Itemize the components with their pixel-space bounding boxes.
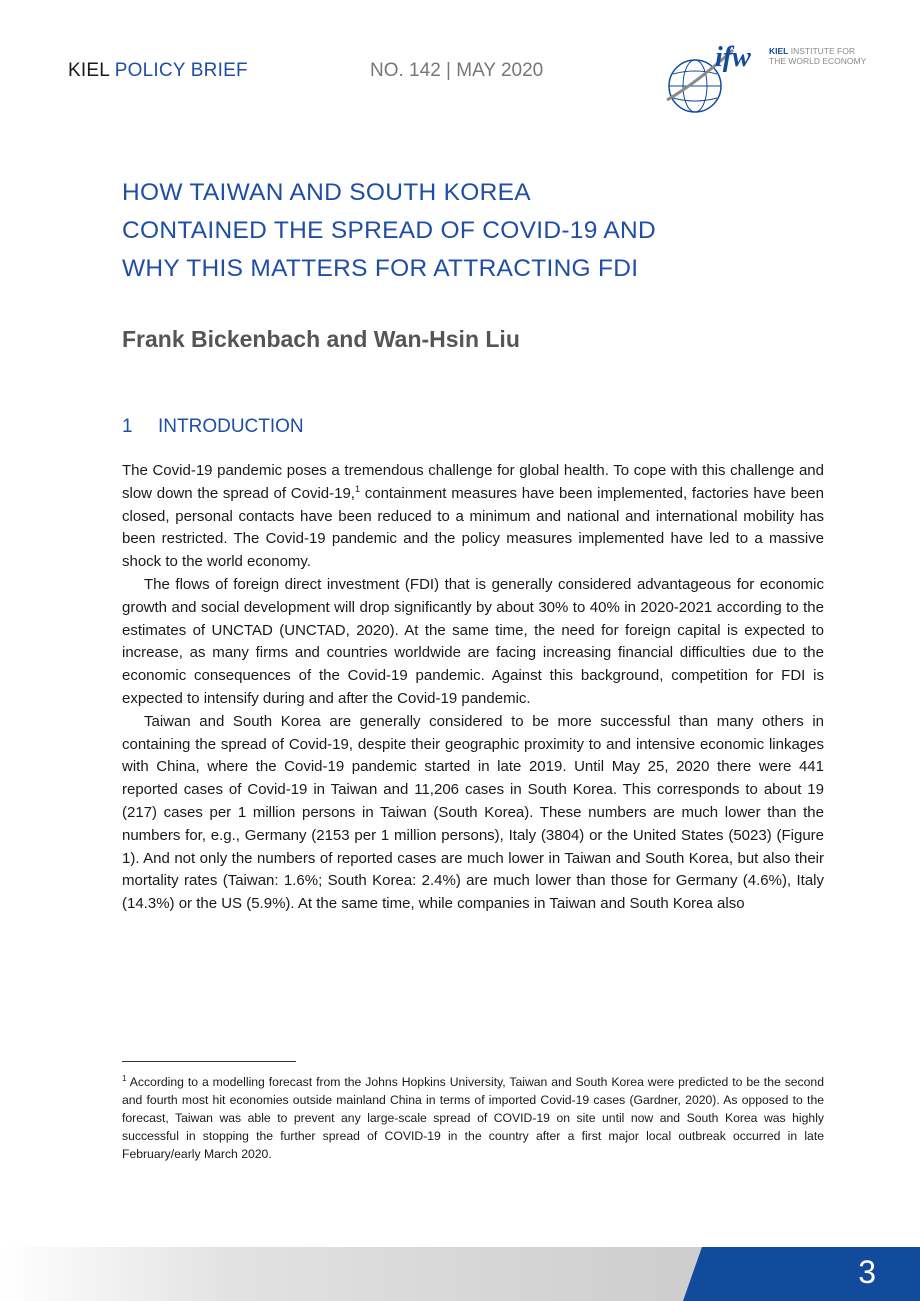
body-text [122,460,824,916]
footnote-text: According to a modelling forecast from the Johns Hopkins University, Taiwan and South Korea were predicted to be the second and fourth most hit economies outside mainland China in terms of imported Covid-19 cases (Gardner, 2020). As opposed to the forecast, Taiwan was able to prevent any large-scale spread of COVID-19 on site until now and South Korea was highly successful in stopping the further spread of COVID-19 in the country after a first major local outbreak occurred in late February/early March 2020. [122,1075,824,1162]
section-number: 1 [122,416,133,437]
footnote-mark: 1 [122,1074,127,1083]
paragraph-text: containment measures have been implemented, factories have been closed, personal contacts have been reduced to a minimum and national and international mobility has been restricted. The Covid-19 pandemic and the policy measures implemented have led to a massive shock to the world economy. [122,484,824,571]
section-heading [122,416,304,438]
series-title: POLICY BRIEF [114,60,248,81]
paragraph: The flows of foreign direct investment (FDI) that is generally considered advantageous for economic growth and social development will drop significantly by about 30% to 40% in 2020-2021 according to the estimates of UNCTAD (UNCTAD, 2020). At the same time, the need for foreign capital is expected to increase, as many firms and countries worldwide are facing increasing financial difficulties due to the economic consequences of the Covid-19 pandemic. Against this background, competition for FDI is expected to intensify during and after the Covid-19 pandemic. [122,575,824,707]
footnote [122,1070,824,1163]
issue-number: NO. 142 | MAY 2020 [370,60,544,81]
series-prefix: KIEL [68,60,110,81]
title-line: WHY THIS MATTERS FOR ATTRACTING FDI [122,255,639,282]
footnote-divider [122,1061,296,1062]
paragraph: Taiwan and South Korea are generally considered to be more successful than many others in containing the spread of Covid-19, despite their geographic proximity to and intensive economic linkages with China, where the Covid-19 pandemic started in late 2019. Until May 25, 2020 there were 441 reported cases of Covid-19 in Taiwan and 11,206 cases in South Korea. This corresponds to about 19 (217) cases per 1 million persons in Taiwan (South Korea). These numbers are much lower than the numbers for, e.g., Germany (2153 per 1 million persons), Italy (3804) or the United States (5023) (Figure 1). And not only the numbers of reported cases are much lower in Taiwan and South Korea, but also their mortality rates (Taiwan: 1.6%; South Korea: 2.4%) are much lower than those for Germany (4.6%), Italy (14.3%) or the US (5.9%). At the same time, while companies in Taiwan and South Korea also [122,712,824,913]
institute-bold: KIEL [769,46,789,56]
series-name [68,60,248,82]
paragraph [122,460,824,574]
brief-title [122,174,822,288]
institute-name [769,46,889,66]
title-line: HOW TAIWAN AND SOUTH KOREA [122,179,531,206]
ifw-wordmark: ifw [715,42,751,73]
page-number: 3 [858,1254,876,1290]
institute-rest: INSTITUTE FOR [790,46,855,56]
title-line: CONTAINED THE SPREAD OF COVID-19 AND [122,217,657,244]
ifw-logo [665,40,885,118]
institute-line2: THE WORLD ECONOMY [769,56,867,66]
footnote-ref[interactable]: 1 [354,483,360,494]
section-title: INTRODUCTION [158,416,304,437]
footer-accent [683,1247,920,1301]
paragraph-text: The Covid-19 pandemic poses a tremendous challenge for global health. To cope with this challenge and slow down the spread of Covid-19, [122,462,824,502]
authors: Frank Bickenbach and Wan-Hsin Liu [122,326,520,352]
